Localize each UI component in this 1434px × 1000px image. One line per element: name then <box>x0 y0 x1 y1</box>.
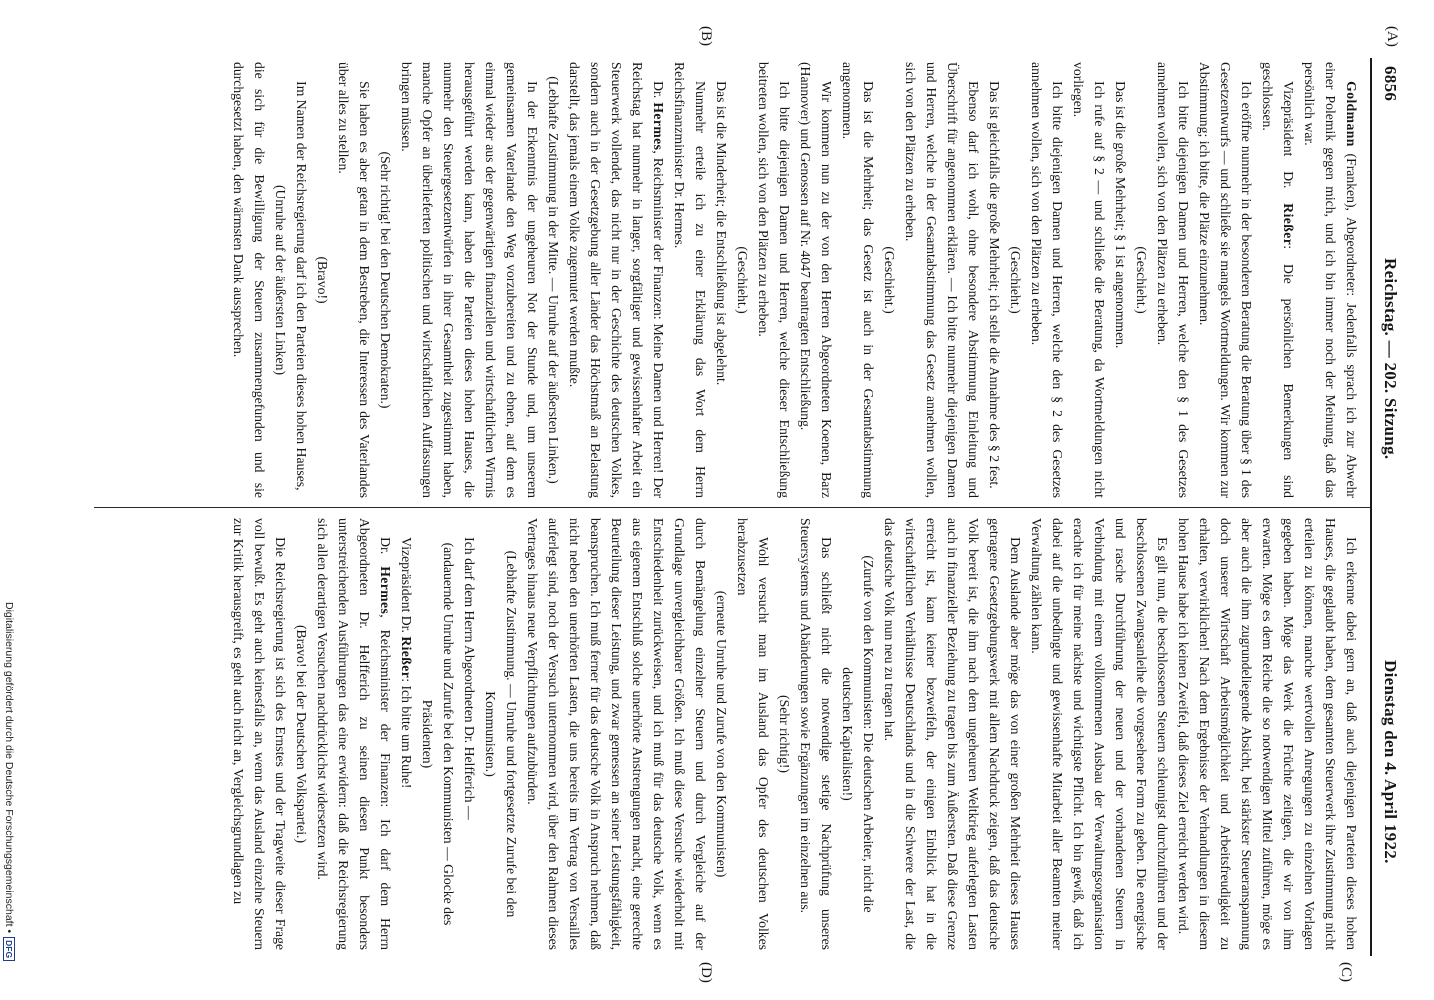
paragraph: durch Bemängelung einzelner Steuern und durch Vergleiche auf der Grundlage unvergleichbarer Größen. Ich muß diese Versuche wiederholt mit Entschiedenheit zurückweisen, und ich muß für das deutsche Volk, wenn es aus eigenem Entschluß solche unerhörte Anstrengungen macht, eine gerechte Beurteilung dieser Leistung, und zwar gemessen an seiner Leistungsfähigkeit, beanspruchen. Ich muß ferner für das deutsche Volk in Anspruch nehmen, daß nicht neben den unerhörten Lasten, die uns bereits im Vertrag von Versailles auferlegt sind, noch der Versuch unternommen wird, über den Rahmen dieses Vertrages hinaus neue Verpflichtungen aufzubürden. <box>525 518 708 950</box>
speaker-role: : <box>1281 245 1296 264</box>
paragraph: Wir kommen nun zu der von den Herren Abgeordneten Koenen, Barz (Hannover) und Genossen auf Nr. 4047 beantragten Entschließung. <box>798 62 834 498</box>
speech-paragraph <box>1299 62 1362 498</box>
speaker-role: , Reichsminister der Finanzen: <box>651 150 666 324</box>
speech-paragraph <box>1257 62 1299 498</box>
speaker-title: Dr. <box>651 81 666 103</box>
stage-direction: (Geschieht.) <box>1134 246 1149 314</box>
paragraph: Das ist die Minderheit; die Entschließung ist abgelehnt. <box>714 81 729 386</box>
paragraph: Es gilt nun, die beschlossenen Steuern schleunigst durchzuführen und der beschlossenen Zwangsanleihe die vorgesehene Form zu geben. Die energische und rasche Durchführung der neuen und der vorhandenen Steuern in Verbindung mit einem vollkommenen Ausbau der Verwaltungsorganisation erachte ich für meine nächste und wichtigste Pflicht. Ich bin gewiß, daß ich dabei auf die unbedingte und gewissenhafte Mitarbeit aller Beamten meiner Verwaltung zählen kann. <box>1029 518 1170 950</box>
column-divider <box>94 507 1370 508</box>
paragraph: Sie haben es aber getan in dem Bestreben, die Interessen des Vaterlandes über alles zu stellen. <box>336 62 372 498</box>
page-number: 6856 <box>1381 66 1400 102</box>
speech-paragraph <box>312 518 396 950</box>
stage-direction: (andauernde Unruhe und Zurufe bei den Kommunisten — Glocke des Präsidenten) <box>420 542 456 926</box>
margin-marker-c: (C) <box>1338 962 1354 982</box>
paragraph: Ich darf dem Herrn Abgeordneten Dr. Helfferich — <box>462 537 477 820</box>
speaker-name: Hermes <box>651 102 666 151</box>
stage-direction: (erneute Unruhe und Zurufe von den Kommunisten) <box>714 590 729 878</box>
speaker-name: Hermes <box>378 566 393 615</box>
speech-text: Meine Damen und Herren! Der Reichstag hat nunmehr in langer, sorgfältiger und gewissenhafter Arbeit ein Steuerwerk vollendet, das nicht nur in der Geschichte des deutschen Volkes, sondern auch in der Gesetzgebung aller Länder das Höchstmaß an Belastung darstellt, das jemals einem Volke zugemutet werden mußte. <box>567 62 666 498</box>
speaker-name: Goldmann <box>1344 81 1359 147</box>
stage-direction: (Bravo!) <box>315 256 330 304</box>
paragraph: Die Reichsregierung ist sich des Ernstes und der Tragweite dieser Frage voll bewußt. Es geht auch keinesfalls an, wenn das Ausland einzelne Steuern zur Kritik herausgreift, es geht auch nicht an, Vergleichsgrundlagen zu <box>231 518 288 950</box>
stage-direction: (Bravo! bei der Deutschen Volkspartei.) <box>294 624 309 844</box>
paragraph: Das schließt nicht die notwendige stetige Nachprüfung unseres Steuersystems und Abänderungen sowie Ergänzungen im einzelnen aus. <box>798 518 834 950</box>
speech-text: Jedenfalls sprach ich zur Abwehr einer Polemik gegen mich, und ich bin immer noch der Meinung, daß das persönlich war. <box>1302 62 1359 498</box>
paragraph: Ich eröffne nunmehr in der besonderen Beratung die Beratung über § 1 des Gesetzentwurfs — und schließe sie mangels Wortmeldungen. Wir kommen zur Abstimmung; ich bitte, die Plätze einzunehmen. <box>1197 62 1254 498</box>
text-column-right <box>94 518 1362 950</box>
speaker-role: (Franken), Abgeordneter: <box>1344 146 1359 303</box>
paragraph: Im Namen der Reichsregierung darf ich den Parteien dieses hohen Hauses, <box>294 81 309 491</box>
speaker-title: Dr. <box>378 537 393 567</box>
speech-text: Ich bitte um Ruhe! <box>399 685 414 789</box>
paragraph: Das ist die Mehrheit; das Gesetz ist auch in der Gesamtabstimmung angenommen. <box>840 62 876 498</box>
paragraph: Ich erkenne dabei gern an, daß auch diejenigen Parteien dieses hohen Hauses, die geglaubt haben, dem gesamten Steuerwerk ihre Zustimmung nicht erteilen zu können, manche wertvollen Anregungen zu einzelnen Vorlagen gegeben haben. Möge das Werk die Früchte zeitigen, die wir von ihm erwarten. Möge es dem Reiche die so notwendigen Mittel zuführen, möge es aber auch die ihm zugrundeliegende Absicht, bei stärkster Steueranspannung doch unserer Wirtschaft Arbeitsmöglichkeit und Arbeitsfreudigkeit zu erhalten, verwirklichen! Nach dem Ergebnisse der Verhandlungen in diesem hohen Hause habe ich keinen Zweifel, daß dieses Ziel erreicht werden wird. <box>1176 518 1359 950</box>
credit-text: Digitalisierung gefördert durch die Deutsche Forschungsgemeinschaft • <box>3 602 15 934</box>
margin-marker-d: (D) <box>698 962 714 983</box>
speaker-title: Vizepräsident Dr. <box>1281 81 1296 204</box>
stage-direction: (Unruhe auf der äußersten Linken) <box>273 184 288 376</box>
speaker-name: Rießer <box>1281 203 1296 246</box>
speech-paragraph <box>396 518 417 950</box>
speech-text: Die persönlichen Bemerkungen sind geschlossen. <box>1260 62 1296 498</box>
stage-direction: (Lebhafte Zustimmung in der Mitte. — Unruhe auf der äußersten Linken.) <box>546 76 561 484</box>
stage-direction: (Zurufe von den Kommunisten: Die deutschen Arbeiter, nicht die deutschen Kapitalisten!) <box>840 555 876 913</box>
digitization-credit <box>2 602 16 998</box>
stage-direction: (Sehr richtig!) <box>777 695 792 773</box>
stage-direction: (Geschieht.) <box>735 246 750 314</box>
paragraph: die sich für die Bewilligung der Steuern zusammengefunden und sie durchgesetzt haben, den wärmsten Dank aussprechen. <box>231 62 267 498</box>
stage-direction: (Sehr richtig! bei den Deutschen Demokraten.) <box>378 151 393 409</box>
dfg-logo-icon: DFG <box>3 937 15 961</box>
paragraph: Ich bitte diejenigen Damen und Herren, welche den § 1 des Gesetzes annehmen wollen, sich von den Plätzen zu erheben. <box>1155 62 1191 498</box>
speaker-role: : <box>399 678 414 686</box>
margin-marker-a: (A) <box>1384 26 1400 47</box>
paragraph: Wohl versucht man im Ausland das Opfer des deutschen Volkes herabzusetzen <box>735 518 771 950</box>
speech-text: Ich darf dem Herrn Abgeordneten Dr. Helfferich zu seinen diesen Punkt besonders unterstreichenden Ausführungen das eine erwidern: daß die Reichsregierung sich allen derartigen Versuchen nachdrücklichst widersetzen wird. <box>315 518 393 950</box>
text-column-left <box>94 62 1362 498</box>
header-rule <box>1370 58 1372 956</box>
session-date: Dienstag den 4. April 1922. <box>1381 660 1400 864</box>
paragraph: Das ist gleichfalls die große Mehrheit; ich stelle die Annahme des § 2 fest. <box>987 81 1002 489</box>
stage-direction: (Geschieht.) <box>882 246 897 314</box>
paragraph: Dem Auslande aber möge das von einer großen Mehrheit dieses Hauses getragene Gesetzgebungswerk mit allem Nachdruck zeigen, daß das deutsche Volk bereit ist, die ihm nach dem ungeheuren Weltkrieg auferlegten Lasten auch in finanzieller Beziehung zu tragen bis zum Äußersten. Daß diese Grenze erreicht ist, kann keiner bezweifeln, der einigen Einblick hat in die wirtschaftlichen Verhältnisse Deutschlands und in die Schwere der Last, die das deutsche Volk nun neu zu tragen hat. <box>882 518 1023 950</box>
stage-direction: (Geschieht.) <box>1008 246 1023 314</box>
speaker-title: Vizepräsident Dr. <box>399 537 414 637</box>
stage-direction: (Lebhafte Zustimmung. — Unruhe und fortgesetzte Zurufe bei den Kommunisten.) <box>483 550 519 918</box>
speech-paragraph <box>564 62 669 498</box>
paragraph: In der Erkenntnis der ungeheuren Not der Stunde und, um unserem gemeinsamen Vaterlande den Weg vorzubereiten und zu ebnen, auf dem es einmal wieder aus der gegenwärtigen finanziellen und wirtschaftlichen Wirrnis herausgeführt werden kann, haben die Parteien dieses hohen Hauses, die nunmehr den Steuergesetzentwürfen in ihrer Gesamtheit zugestimmt haben, manche Opfer an überlieferten politischen und wirtschaftlichen Auffassungen bringen müssen. <box>399 62 540 498</box>
paragraph: Ebenso darf ich wohl, ohne besondere Abstimmung Einleitung und Überschrift für angenommen erklären. — Ich bitte nunmehr diejenigen Damen und Herren, welche in der Gesamtabstimmung das Gesetz annehmen wollen, sich von den Plätzen zu erheben. <box>903 62 981 498</box>
paragraph: Nunmehr erteile ich zu einer Erklärung das Wort dem Herrn Reichsfinanzminister Dr. Hermes. <box>672 62 708 498</box>
speaker-role: , Reichsminister der Finanzen: <box>378 614 393 820</box>
paragraph: Ich bitte diejenigen Damen und Herren, welche den § 2 des Gesetzes annehmen wollen, sich von den Plätzen zu erheben. <box>1029 62 1065 498</box>
page-title: Reichstag. — 202. Sitzung. <box>1381 258 1400 460</box>
paragraph: Ich rufe auf § 2 — und schließe die Beratung, da Wortmeldungen nicht vorliegen. <box>1071 62 1107 498</box>
paragraph: Ich bitte diejenigen Damen und Herren, welche dieser Entschließung beitreten wollen, sich von den Plätzen zu erheben. <box>756 62 792 498</box>
speaker-name: Rießer <box>399 636 414 679</box>
margin-marker-b: (B) <box>698 26 714 46</box>
paragraph: Das ist die große Mehrheit; § 1 ist angenommen. <box>1113 81 1128 349</box>
